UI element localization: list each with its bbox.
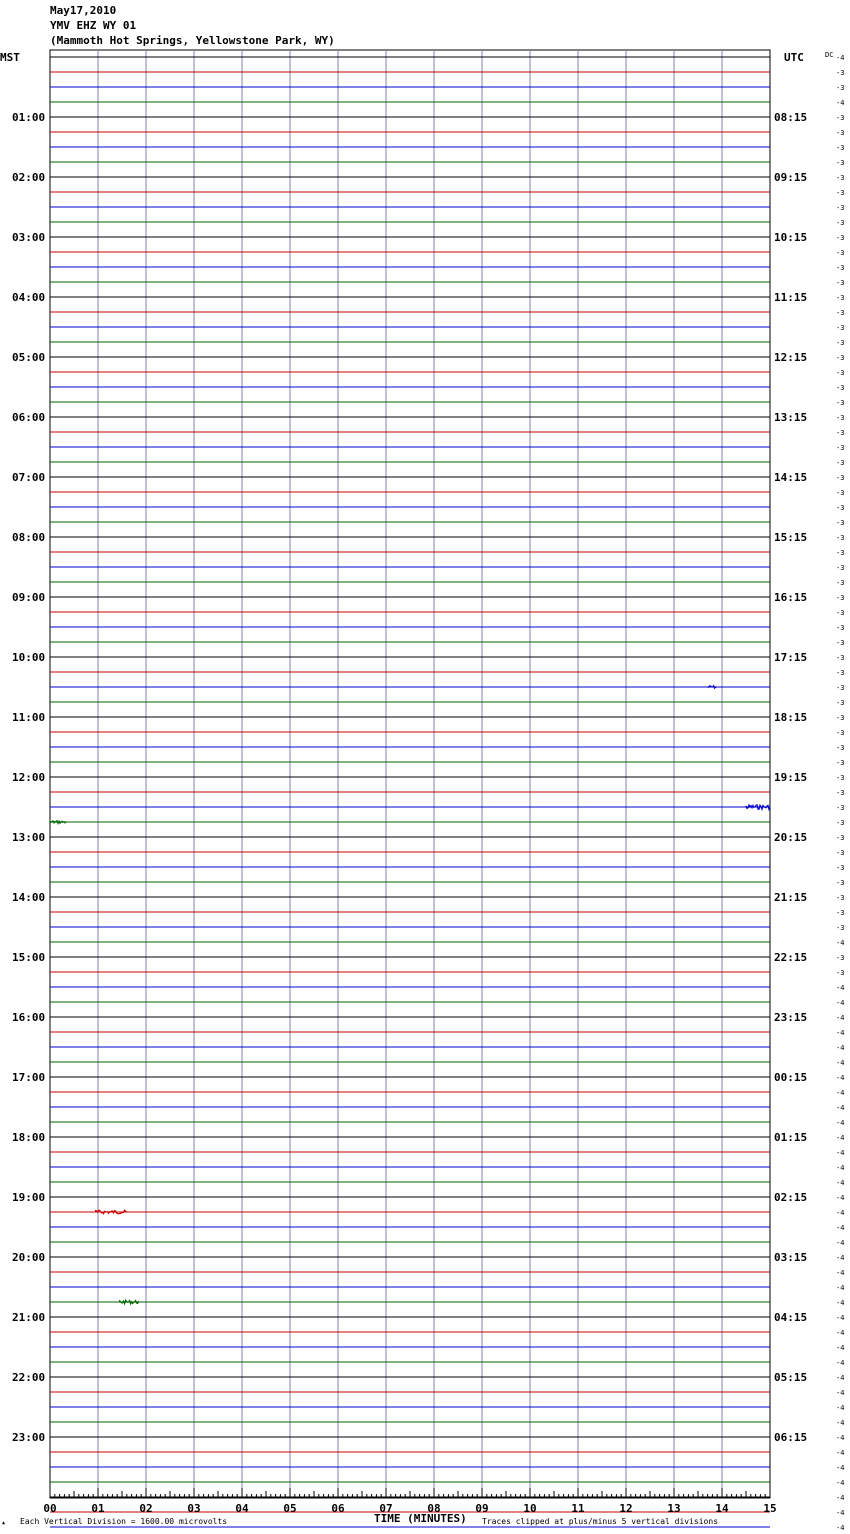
dc-offset-label: -3	[836, 114, 845, 122]
dc-offset-label: -3	[836, 549, 845, 557]
plot-date: May17,2010	[50, 4, 117, 17]
dc-offset-label: -3	[836, 579, 845, 587]
dc-label: DC	[825, 51, 834, 59]
dc-offset-label: -3	[836, 714, 845, 722]
utc-hour-label: 06:15	[774, 1431, 808, 1444]
utc-hour-label: 12:15	[774, 351, 808, 364]
dc-offset-label: -3	[836, 849, 845, 857]
dc-offset-label: -3	[836, 654, 845, 662]
dc-offset-label: -3	[836, 159, 845, 167]
dc-offset-label: -3	[836, 144, 845, 152]
dc-offset-label: -4	[836, 1284, 845, 1292]
dc-offset-label: -4	[836, 939, 845, 947]
x-tick-label: 12	[619, 1502, 633, 1515]
dc-offset-label: -4	[836, 1239, 845, 1247]
x-tick-label: 01	[91, 1502, 105, 1515]
dc-offset-label: -4	[836, 1464, 845, 1472]
dc-offset-label: -4	[836, 1254, 845, 1262]
utc-hour-label: 14:15	[774, 471, 808, 484]
mst-hour-label: 01:00	[12, 111, 46, 124]
dc-offset-label: -3	[836, 774, 845, 782]
dc-offset-label: -3	[836, 759, 845, 767]
mst-hour-label: 04:00	[12, 291, 46, 304]
x-tick-label: 14	[715, 1502, 729, 1515]
dc-offset-label: -4	[836, 1044, 845, 1052]
dc-offset-label: -3	[836, 324, 845, 332]
utc-hour-label: 15:15	[774, 531, 808, 544]
dc-offset-label: -3	[836, 534, 845, 542]
dc-offset-label: -3	[836, 249, 845, 257]
seismic-event	[708, 686, 717, 689]
utc-hour-label: 01:15	[774, 1131, 808, 1144]
dc-offset-label: -3	[836, 219, 845, 227]
dc-offset-label: -3	[836, 834, 845, 842]
dc-offset-label: -4	[836, 1299, 845, 1307]
dc-offset-label: -3	[836, 954, 845, 962]
mst-hour-label: 14:00	[12, 891, 46, 904]
utc-hour-label: 20:15	[774, 831, 808, 844]
mst-hour-label: 16:00	[12, 1011, 46, 1024]
utc-hour-label: 19:15	[774, 771, 808, 784]
dc-offset-label: -3	[836, 264, 845, 272]
dc-offset-label: -3	[836, 669, 845, 677]
mst-hour-label: 22:00	[12, 1371, 46, 1384]
dc-offset-label: -4	[836, 1344, 845, 1352]
dc-offset-label: -3	[836, 504, 845, 512]
dc-offset-label: -4	[836, 1074, 845, 1082]
dc-offset-label: -4	[836, 99, 845, 107]
dc-offset-label: -4	[836, 1179, 845, 1187]
mst-hour-label: 12:00	[12, 771, 46, 784]
utc-hour-label: 00:15	[774, 1071, 808, 1084]
dc-offset-label: -3	[836, 924, 845, 932]
x-tick-label: 11	[571, 1502, 585, 1515]
dc-offset-label: -3	[836, 129, 845, 137]
mst-hour-label: 11:00	[12, 711, 46, 724]
mst-hour-label: 20:00	[12, 1251, 46, 1264]
x-tick-label: 07	[379, 1502, 393, 1515]
mst-hour-label: 06:00	[12, 411, 46, 424]
utc-hour-label: 18:15	[774, 711, 808, 724]
dc-offset-label: -3	[836, 519, 845, 527]
mst-hour-label: 19:00	[12, 1191, 46, 1204]
utc-hour-label: 23:15	[774, 1011, 808, 1024]
station-label: YMV EHZ WY 01	[50, 19, 137, 32]
dc-offset-label: -4	[836, 984, 845, 992]
x-tick-label: 15	[763, 1502, 777, 1515]
dc-offset-label: -3	[836, 864, 845, 872]
x-tick-label: 13	[667, 1502, 681, 1515]
dc-offset-label: -4	[836, 1149, 845, 1157]
dc-offset-label: -3	[836, 909, 845, 917]
x-tick-label: 10	[523, 1502, 537, 1515]
dc-offset-label: -4	[836, 1374, 845, 1382]
utc-hour-label: 04:15	[774, 1311, 808, 1324]
dc-offset-label: -3	[836, 69, 845, 77]
dc-offset-label: -3	[836, 699, 845, 707]
dc-offset-label: -4	[836, 1014, 845, 1022]
dc-offset-label: -3	[836, 744, 845, 752]
dc-offset-label: -3	[836, 789, 845, 797]
mst-axis-label: MST	[0, 51, 20, 64]
mst-hour-label: 09:00	[12, 591, 46, 604]
utc-axis-label: UTC	[784, 51, 804, 64]
dc-offset-label: -3	[836, 804, 845, 812]
dc-offset-label: -4	[836, 1479, 845, 1487]
x-tick-label: 09	[475, 1502, 489, 1515]
x-tick-label: 06	[331, 1502, 345, 1515]
x-axis-title: TIME (MINUTES)	[374, 1512, 467, 1525]
dc-offset-label: -3	[836, 729, 845, 737]
dc-offset-label: -3	[836, 309, 845, 317]
seismic-event	[120, 1300, 139, 1304]
dc-offset-label: -4	[836, 1029, 845, 1037]
dc-offset-label: -3	[836, 294, 845, 302]
utc-hour-label: 09:15	[774, 171, 808, 184]
dc-offset-label: -4	[836, 1434, 845, 1442]
utc-hour-label: 03:15	[774, 1251, 808, 1264]
mst-hour-label: 08:00	[12, 531, 46, 544]
dc-offset-label: -4	[836, 1089, 845, 1097]
utc-hour-label: 17:15	[774, 651, 808, 664]
dc-offset-label: -3	[836, 894, 845, 902]
dc-offset-label: -3	[836, 384, 845, 392]
dc-offset-label: -3	[836, 489, 845, 497]
dc-offset-label: -3	[836, 819, 845, 827]
dc-offset-label: -3	[836, 189, 845, 197]
dc-offset-label: -3	[836, 624, 845, 632]
dc-offset-label: -4	[836, 1209, 845, 1217]
dc-offset-label: -4	[836, 1134, 845, 1142]
utc-hour-label: 11:15	[774, 291, 808, 304]
clip-note: Traces clipped at plus/minus 5 vertical divisions	[482, 1517, 719, 1526]
dc-offset-label: -3	[836, 84, 845, 92]
mst-hour-label: 05:00	[12, 351, 46, 364]
mst-hour-label: 07:00	[12, 471, 46, 484]
utc-hour-label: 05:15	[774, 1371, 808, 1384]
dc-offset-label: -3	[836, 279, 845, 287]
scale-note: Each Vertical Division = 1600.00 microvolts	[20, 1517, 228, 1526]
dc-offset-label: -3	[836, 684, 845, 692]
utc-hour-label: 13:15	[774, 411, 808, 424]
dc-offset-label: -4	[836, 1509, 845, 1517]
utc-hour-label: 21:15	[774, 891, 808, 904]
dc-offset-label: -4	[836, 1194, 845, 1202]
dc-offset-label: -4	[836, 1419, 845, 1427]
dc-offset-label: -3	[836, 639, 845, 647]
dc-offset-label: -3	[836, 969, 845, 977]
dc-offset-label: -3	[836, 444, 845, 452]
dc-offset-label: -3	[836, 174, 845, 182]
dc-offset-label: -3	[836, 879, 845, 887]
x-tick-label: 02	[139, 1502, 153, 1515]
dc-offset-label: -4	[836, 1269, 845, 1277]
dc-offset-label: -4	[836, 1449, 845, 1457]
location-label: (Mammoth Hot Springs, Yellowstone Park, WY)	[50, 34, 335, 47]
dc-offset-label: -4	[836, 1059, 845, 1067]
x-tick-label: 00	[43, 1502, 57, 1515]
dc-offset-label: -3	[836, 564, 845, 572]
x-tick-label: 08	[427, 1502, 441, 1515]
x-tick-label: 04	[235, 1502, 249, 1515]
dc-offset-label: -3	[836, 339, 845, 347]
dc-offset-label: -4	[836, 1389, 845, 1397]
dc-offset-label: -3	[836, 429, 845, 437]
dc-offset-label: -4	[836, 1164, 845, 1172]
footer-mark: ▲	[2, 1520, 6, 1526]
mst-hour-label: 10:00	[12, 651, 46, 664]
dc-offset-label: -4	[836, 1404, 845, 1412]
dc-offset-label: -4	[836, 1314, 845, 1322]
dc-offset-label: -3	[836, 369, 845, 377]
dc-offset-label: -3	[836, 399, 845, 407]
mst-hour-label: 18:00	[12, 1131, 46, 1144]
dc-offset-label: -3	[836, 609, 845, 617]
utc-hour-label: 10:15	[774, 231, 808, 244]
dc-offset-label: -3	[836, 594, 845, 602]
dc-offset-label: -4	[836, 1359, 845, 1367]
mst-hour-label: 17:00	[12, 1071, 46, 1084]
mst-hour-label: 03:00	[12, 231, 46, 244]
dc-offset-label: -4	[836, 1119, 845, 1127]
x-tick-label: 03	[187, 1502, 201, 1515]
dc-offset-label: -4	[836, 1104, 845, 1112]
mst-hour-label: 02:00	[12, 171, 46, 184]
utc-hour-label: 16:15	[774, 591, 808, 604]
seismic-event	[746, 805, 770, 810]
dc-offset-label: -4	[836, 999, 845, 1007]
dc-offset-label: -3	[836, 459, 845, 467]
utc-hour-label: 22:15	[774, 951, 808, 964]
x-tick-label: 05	[283, 1502, 297, 1515]
dc-offset-label: -4	[836, 1494, 845, 1502]
utc-hour-label: 08:15	[774, 111, 808, 124]
dc-offset-label: -4	[836, 1329, 845, 1337]
mst-hour-label: 15:00	[12, 951, 46, 964]
mst-hour-label: 23:00	[12, 1431, 46, 1444]
dc-offset-label: -3	[836, 204, 845, 212]
dc-offset-label: -4	[836, 54, 845, 62]
dc-offset-label: -4	[836, 1224, 845, 1232]
dc-offset-label: -3	[836, 414, 845, 422]
dc-offset-label: -4	[836, 1524, 845, 1532]
dc-offset-label: -3	[836, 234, 845, 242]
mst-hour-label: 21:00	[12, 1311, 46, 1324]
utc-hour-label: 02:15	[774, 1191, 808, 1204]
mst-hour-label: 13:00	[12, 831, 46, 844]
dc-offset-label: -3	[836, 354, 845, 362]
dc-offset-label: -3	[836, 474, 845, 482]
